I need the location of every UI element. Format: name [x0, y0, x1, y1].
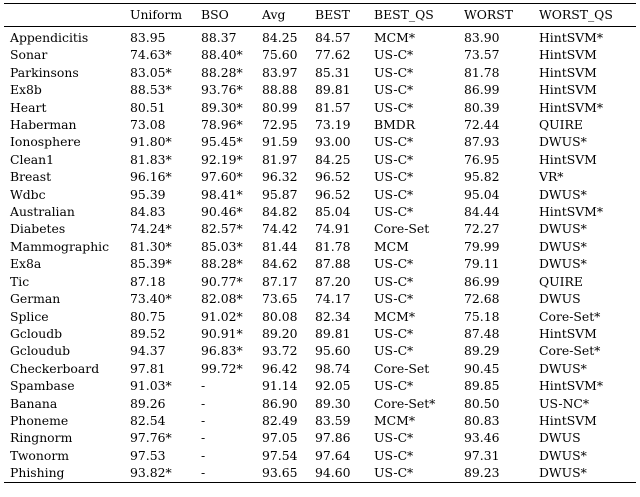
- cell-worst-qs: DWUS*: [539, 221, 587, 237]
- cell-best-qs: MCM: [374, 238, 409, 254]
- cell-avg: 87.17: [262, 273, 298, 289]
- cell-worst-qs: DWUS*: [539, 186, 587, 202]
- cell-best-qs: US-C*: [374, 64, 414, 80]
- cell-avg: 91.59: [262, 134, 298, 150]
- cell-bso: 95.45*: [201, 134, 243, 150]
- cell-best-qs: US-C*: [374, 378, 414, 394]
- cell-worst: 83.90: [464, 30, 500, 45]
- table-row: [4, 220, 636, 237]
- header-cell-best-qs: BEST_QS: [368, 4, 458, 27]
- cell-uniform: 97.76*: [130, 430, 172, 446]
- cell-best-qs: US-C*: [374, 256, 414, 272]
- cell-worst-qs: DWUS*: [539, 447, 587, 463]
- table-row: [4, 255, 636, 272]
- cell-avg: 97.54: [262, 447, 298, 463]
- cell-best: 96.52: [315, 186, 351, 202]
- table-row: [4, 395, 636, 412]
- cell-bso: 98.41*: [201, 186, 243, 202]
- cell-worst: 79.11: [464, 256, 500, 272]
- cell-worst: 87.48: [464, 325, 500, 341]
- cell-best-qs: US-C*: [374, 151, 414, 167]
- cell-best-qs: US-C*: [374, 291, 414, 307]
- header-row: [4, 4, 636, 27]
- cell-avg: 86.90: [262, 395, 298, 411]
- cell-bso: 90.91*: [201, 325, 243, 341]
- cell-worst-qs: HintSVM*: [539, 99, 604, 115]
- cell-uniform: 89.52: [130, 325, 166, 341]
- cell-best: 84.57: [315, 30, 351, 45]
- cell-best: 94.60: [309, 464, 368, 482]
- cell-worst: 97.31: [464, 447, 500, 463]
- cell-best: 84.25: [315, 151, 351, 167]
- cell-avg: 84.82: [262, 204, 298, 220]
- cell-best: 82.34: [315, 308, 351, 324]
- table-row: [4, 27, 636, 47]
- cell-avg: 73.65: [262, 291, 298, 307]
- cell-avg: 84.62: [262, 256, 298, 272]
- cell-avg: 72.95: [262, 117, 298, 133]
- cell-dataset: Phishing: [4, 464, 124, 482]
- cell-worst-qs: US-NC*: [539, 395, 590, 411]
- cell-uniform: 96.16*: [130, 169, 172, 185]
- cell-worst-qs: DWUS*: [539, 256, 587, 272]
- header-cell-best: BEST: [309, 4, 368, 27]
- cell-bso: 89.30*: [201, 99, 243, 115]
- cell-uniform: 82.54: [130, 412, 166, 428]
- table-row: [4, 238, 636, 255]
- cell-best: 97.86: [315, 430, 351, 446]
- cell-best-qs: MCM*: [374, 30, 416, 45]
- cell-worst: 80.39: [464, 99, 500, 115]
- cell-uniform: 85.39*: [130, 256, 172, 272]
- cell-avg: 95.87: [262, 186, 298, 202]
- cell-avg: 93.65: [256, 464, 309, 482]
- cell-worst: 80.83: [464, 412, 500, 428]
- cell-dataset: Ex8b: [10, 82, 42, 98]
- cell-bso: 93.76*: [201, 82, 243, 98]
- cell-best-qs: BMDR: [374, 117, 416, 133]
- cell-dataset: Clean1: [10, 151, 55, 167]
- cell-avg: 84.25: [262, 30, 298, 45]
- table-row: [4, 325, 636, 342]
- cell-avg: 80.08: [262, 308, 298, 324]
- cell-worst-qs: DWUS*: [539, 360, 587, 376]
- table-row: [4, 64, 636, 81]
- cell-avg: 96.42: [262, 360, 298, 376]
- cell-best: 92.05: [315, 378, 351, 394]
- cell-best: 95.60: [315, 343, 351, 359]
- cell-bso: 92.19*: [201, 151, 243, 167]
- header-cell-dataset: [4, 4, 124, 27]
- table-row: [4, 46, 636, 63]
- cell-worst: 87.93: [464, 134, 500, 150]
- cell-worst-qs: HintSVM: [539, 82, 597, 98]
- table-row: [4, 464, 636, 482]
- cell-bso: 90.46*: [201, 204, 243, 220]
- table-row: [4, 81, 636, 98]
- cell-worst-qs: HintSVM: [539, 47, 597, 63]
- cell-worst-qs: HintSVM: [539, 64, 597, 80]
- cell-worst-qs: Core-Set*: [539, 343, 601, 359]
- cell-avg: 80.99: [262, 99, 298, 115]
- cell-dataset: Checkerboard: [10, 360, 100, 376]
- cell-worst: 84.44: [464, 204, 500, 220]
- cell-dataset: Ringnorm: [10, 430, 73, 446]
- cell-worst: 81.78: [464, 64, 500, 80]
- cell-best-qs: US-C*: [374, 204, 414, 220]
- cell-bso: 96.83*: [201, 343, 243, 359]
- cell-best-qs: US-C*: [374, 82, 414, 98]
- cell-worst: 73.57: [464, 47, 500, 63]
- cell-worst-qs: DWUS*: [533, 464, 636, 482]
- cell-worst: 76.95: [464, 151, 500, 167]
- cell-dataset: Ex8a: [10, 256, 42, 272]
- cell-uniform: 80.51: [130, 99, 166, 115]
- cell-best: 98.74: [315, 360, 351, 376]
- cell-avg: 83.97: [262, 64, 298, 80]
- cell-worst: 86.99: [464, 82, 500, 98]
- cell-best: 74.91: [315, 221, 351, 237]
- cell-worst-qs: DWUS: [539, 291, 581, 307]
- cell-bso: 88.28*: [201, 256, 243, 272]
- cell-best-qs: US-C*: [374, 47, 414, 63]
- cell-dataset: Twonorm: [10, 447, 70, 463]
- results-table-container: [4, 3, 636, 483]
- cell-avg: 82.49: [262, 412, 298, 428]
- table-row: [4, 377, 636, 394]
- table-row: [4, 99, 636, 116]
- cell-dataset: Phoneme: [10, 412, 69, 428]
- cell-dataset: Australian: [10, 204, 75, 220]
- header-cell-worst-qs: WORST_QS: [533, 4, 636, 27]
- cell-best: 81.57: [315, 99, 351, 115]
- cell-worst: 90.45: [464, 360, 500, 376]
- cell-worst: 89.85: [464, 378, 500, 394]
- cell-best-qs: US-C*: [374, 99, 414, 115]
- cell-best: 89.30: [315, 395, 351, 411]
- cell-avg: 74.42: [262, 221, 298, 237]
- cell-worst: 89.23: [458, 464, 533, 482]
- cell-bso: 82.57*: [201, 221, 243, 237]
- cell-bso: 88.28*: [201, 64, 243, 80]
- cell-best-qs: US-C*: [374, 134, 414, 150]
- cell-worst: 95.04: [464, 186, 500, 202]
- cell-best: 74.17: [315, 291, 351, 307]
- table-row: [4, 116, 636, 133]
- cell-best: 77.62: [315, 47, 351, 63]
- table-body: [4, 27, 636, 483]
- cell-worst: 86.99: [464, 273, 500, 289]
- cell-avg: 89.20: [262, 325, 298, 341]
- cell-dataset: Appendicitis: [10, 30, 89, 45]
- cell-worst: 93.46: [464, 430, 500, 446]
- header-cell-avg: Avg: [256, 4, 309, 27]
- cell-worst: 89.29: [464, 343, 500, 359]
- cell-worst-qs: VR*: [539, 169, 564, 185]
- cell-bso: -: [195, 464, 256, 482]
- cell-best-qs: Core-Set*: [374, 395, 436, 411]
- cell-dataset: Diabetes: [10, 221, 66, 237]
- cell-uniform: 91.80*: [130, 134, 172, 150]
- cell-uniform: 80.75: [130, 308, 166, 324]
- cell-avg: 81.44: [262, 238, 298, 254]
- cell-best: 97.64: [315, 447, 351, 463]
- cell-bso: 97.60*: [201, 169, 243, 185]
- cell-uniform: 83.05*: [130, 64, 172, 80]
- cell-dataset: Haberman: [10, 117, 77, 133]
- cell-worst: 79.99: [464, 238, 500, 254]
- cell-best: 89.81: [315, 82, 351, 98]
- table-row: [4, 203, 636, 220]
- cell-uniform: 89.26: [130, 395, 166, 411]
- cell-uniform: 94.37: [130, 343, 166, 359]
- cell-uniform: 74.63*: [130, 47, 172, 63]
- cell-bso: -: [201, 378, 206, 394]
- cell-best-qs: US-C*: [374, 325, 414, 341]
- cell-worst-qs: HintSVM: [539, 151, 597, 167]
- cell-dataset: Gcloudb: [10, 325, 63, 341]
- cell-uniform: 81.83*: [130, 151, 172, 167]
- cell-bso: 91.02*: [201, 308, 243, 324]
- cell-uniform: 97.53: [130, 447, 166, 463]
- cell-worst: 72.44: [464, 117, 500, 133]
- cell-dataset: Mammographic: [10, 238, 110, 254]
- table-row: [4, 412, 636, 429]
- cell-best-qs: US-C*: [374, 447, 414, 463]
- cell-best-qs: US-C*: [374, 169, 414, 185]
- cell-worst-qs: HintSVM*: [539, 378, 604, 394]
- cell-bso: 85.03*: [201, 238, 243, 254]
- cell-uniform: 73.08: [130, 117, 166, 133]
- cell-dataset: Wdbc: [10, 186, 46, 202]
- cell-worst-qs: Core-Set*: [539, 308, 601, 324]
- cell-bso: -: [201, 412, 206, 428]
- cell-bso: 82.08*: [201, 291, 243, 307]
- cell-worst-qs: HintSVM: [539, 325, 597, 341]
- header-cell-uniform: Uniform: [124, 4, 195, 27]
- cell-bso: 88.37: [201, 30, 237, 45]
- cell-avg: 81.97: [262, 151, 298, 167]
- table-row: [4, 273, 636, 290]
- table-row: [4, 133, 636, 150]
- cell-uniform: 91.03*: [130, 378, 172, 394]
- cell-best-qs: Core-Set: [374, 221, 430, 237]
- cell-best: 81.78: [315, 238, 351, 254]
- cell-best-qs: MCM*: [374, 412, 416, 428]
- cell-dataset: Splice: [10, 308, 49, 324]
- cell-dataset: Banana: [10, 395, 58, 411]
- table-row: [4, 308, 636, 325]
- cell-best-qs: US-C*: [368, 464, 458, 482]
- cell-uniform: 73.40*: [130, 291, 172, 307]
- cell-best-qs: Core-Set: [374, 360, 430, 376]
- cell-bso: -: [201, 447, 206, 463]
- cell-avg: 96.32: [262, 169, 298, 185]
- cell-uniform: 81.30*: [130, 238, 172, 254]
- cell-worst-qs: QUIRE: [539, 117, 583, 133]
- cell-uniform: 83.95: [130, 30, 166, 45]
- cell-best-qs: MCM*: [374, 308, 416, 324]
- cell-dataset: Sonar: [10, 47, 48, 63]
- cell-uniform: 95.39: [130, 186, 166, 202]
- cell-avg: 91.14: [262, 378, 298, 394]
- cell-best-qs: US-C*: [374, 343, 414, 359]
- cell-bso: 99.72*: [201, 360, 243, 376]
- cell-bso: 90.77*: [201, 273, 243, 289]
- cell-worst: 72.27: [464, 221, 500, 237]
- cell-avg: 75.60: [262, 47, 298, 63]
- cell-dataset: Ionosphere: [10, 134, 81, 150]
- cell-best: 73.19: [315, 117, 351, 133]
- cell-uniform: 84.83: [130, 204, 166, 220]
- cell-best-qs: US-C*: [374, 430, 414, 446]
- cell-avg: 97.05: [262, 430, 298, 446]
- cell-dataset: German: [10, 291, 61, 307]
- cell-dataset: Heart: [10, 99, 47, 115]
- cell-bso: -: [201, 430, 206, 446]
- cell-worst: 72.68: [464, 291, 500, 307]
- cell-worst-qs: DWUS: [539, 430, 581, 446]
- cell-worst-qs: QUIRE: [539, 273, 583, 289]
- table-row: [4, 429, 636, 446]
- cell-dataset: Breast: [10, 169, 52, 185]
- cell-best-qs: US-C*: [374, 186, 414, 202]
- cell-dataset: Parkinsons: [10, 64, 79, 80]
- table-row: [4, 290, 636, 307]
- cell-best: 89.81: [315, 325, 351, 341]
- cell-worst-qs: DWUS*: [539, 238, 587, 254]
- cell-dataset: Gcloudub: [10, 343, 71, 359]
- table-row: [4, 168, 636, 185]
- cell-uniform: 87.18: [130, 273, 166, 289]
- cell-dataset: Spambase: [10, 378, 75, 394]
- cell-best: 85.04: [315, 204, 351, 220]
- cell-best: 83.59: [315, 412, 351, 428]
- cell-bso: -: [201, 395, 206, 411]
- table-row: [4, 151, 636, 168]
- table-row: [4, 447, 636, 464]
- table-row: [4, 360, 636, 377]
- cell-dataset: Tic: [10, 273, 30, 289]
- cell-avg: 88.88: [262, 82, 298, 98]
- cell-bso: 88.40*: [201, 47, 243, 63]
- table-row: [4, 342, 636, 359]
- header-cell-worst: WORST: [458, 4, 533, 27]
- cell-uniform: 74.24*: [130, 221, 172, 237]
- cell-best: 93.00: [315, 134, 351, 150]
- cell-uniform: 93.82*: [124, 464, 195, 482]
- cell-worst: 75.18: [464, 308, 500, 324]
- cell-best: 96.52: [315, 169, 351, 185]
- cell-worst-qs: HintSVM*: [539, 30, 604, 45]
- cell-worst: 95.82: [464, 169, 500, 185]
- cell-bso: 78.96*: [201, 117, 243, 133]
- cell-best-qs: US-C*: [374, 273, 414, 289]
- table-row: [4, 186, 636, 203]
- cell-best: 87.20: [315, 273, 351, 289]
- results-table: [4, 3, 636, 483]
- cell-worst-qs: HintSVM*: [539, 204, 604, 220]
- cell-uniform: 88.53*: [130, 82, 172, 98]
- cell-worst: 80.50: [464, 395, 500, 411]
- cell-best: 87.88: [315, 256, 351, 272]
- cell-avg: 93.72: [262, 343, 298, 359]
- cell-worst-qs: HintSVM: [539, 412, 597, 428]
- cell-worst-qs: DWUS*: [539, 134, 587, 150]
- cell-uniform: 97.81: [130, 360, 166, 376]
- header-cell-bso: BSO: [195, 4, 256, 27]
- cell-best: 85.31: [315, 64, 351, 80]
